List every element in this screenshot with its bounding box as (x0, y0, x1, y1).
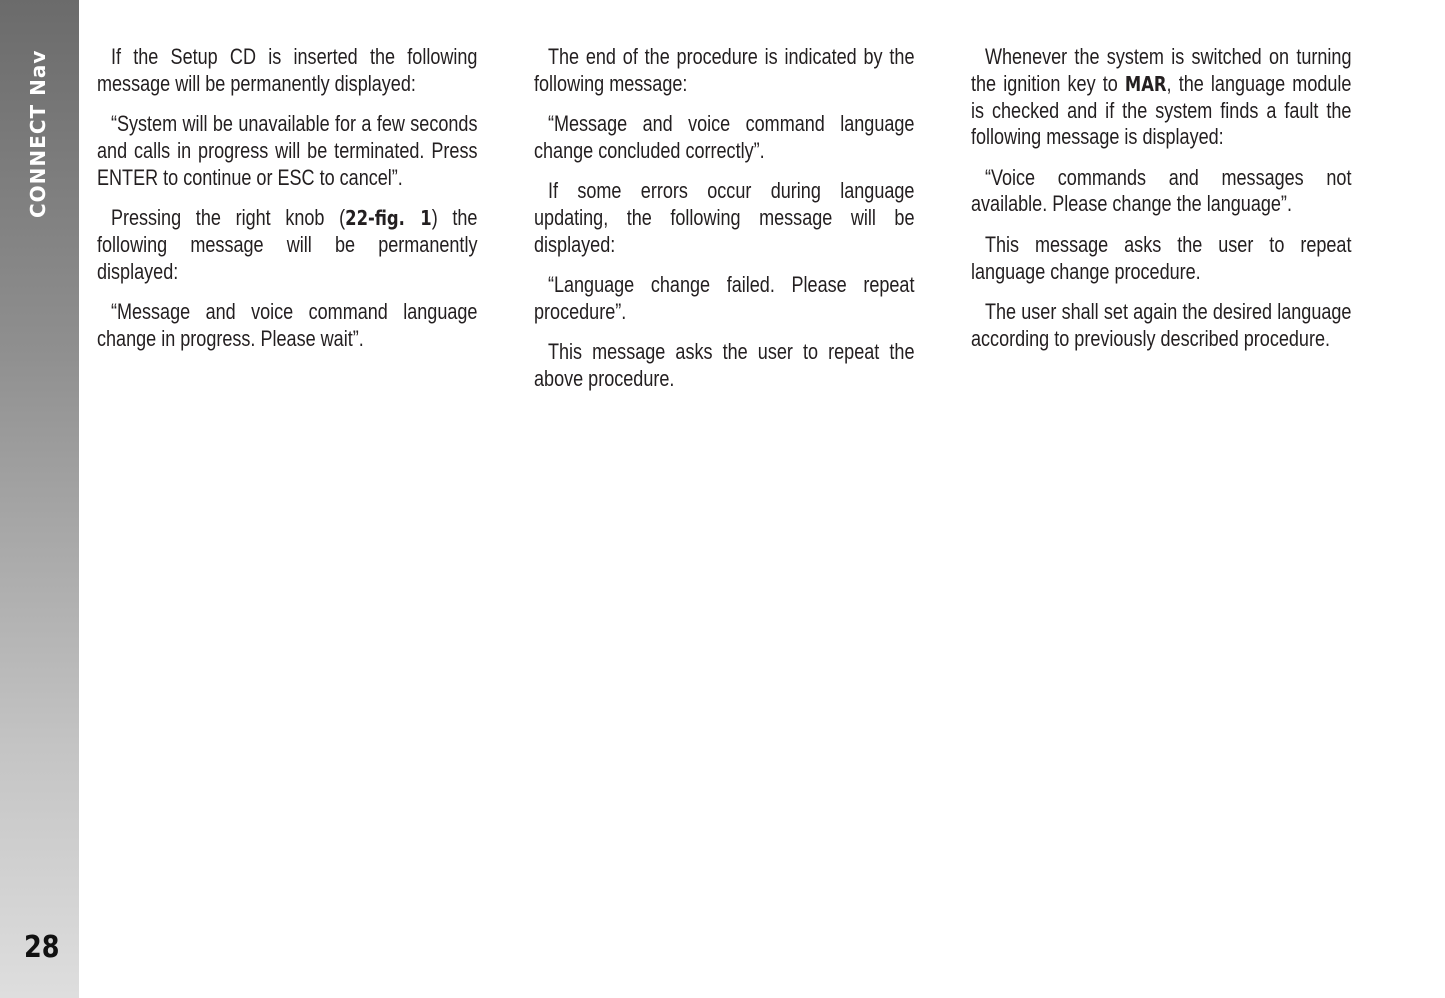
text: , the language module is checked and if the system finds a fault the following message is displayed: (971, 70, 1352, 150)
paragraph: “Voice commands and messages not available. Please change the language”. (971, 164, 1352, 217)
page-number: 28 (24, 930, 60, 965)
key-position: MAR (1124, 71, 1167, 96)
paragraph (97, 205, 477, 285)
text: Pressing the right knob ( (110, 204, 346, 230)
paragraph: If some errors occur during language updating, the following message will be displayed: (534, 178, 915, 257)
text: ) the following message will be permanently displayed: (97, 204, 478, 284)
column-1 (97, 44, 477, 366)
figure-reference: 22-fig. 1 (345, 205, 432, 230)
column-2 (534, 44, 914, 406)
paragraph: The user shall set again the desired language according to previously described procedure. (971, 298, 1352, 351)
paragraph: “Message and voice command language change in progress. Please wait”. (97, 298, 478, 351)
text: Whenever the system is switched on turning the ignition key to (971, 44, 1352, 96)
paragraph: This message asks the user to repeat language change procedure. (971, 231, 1352, 284)
paragraph: If the Setup CD is inserted the following message will be permanently displayed: (97, 44, 478, 96)
paragraph: “System will be unavailable for a few seconds and calls in progress will be terminated. Press ENTER to continue or ESC to cancel”. (97, 111, 478, 190)
section-title: CONNECT Nav (26, 49, 50, 218)
paragraph: This message asks the user to repeat the above procedure. (534, 339, 915, 391)
paragraph (971, 44, 1351, 151)
paragraph: “Message and voice command language change concluded correctly”. (534, 111, 915, 163)
sidebar (0, 0, 79, 998)
paragraph: “Language change failed. Please repeat procedure”. (534, 272, 915, 324)
column-3 (971, 44, 1351, 366)
paragraph: The end of the procedure is indicated by the following message: (534, 44, 915, 96)
